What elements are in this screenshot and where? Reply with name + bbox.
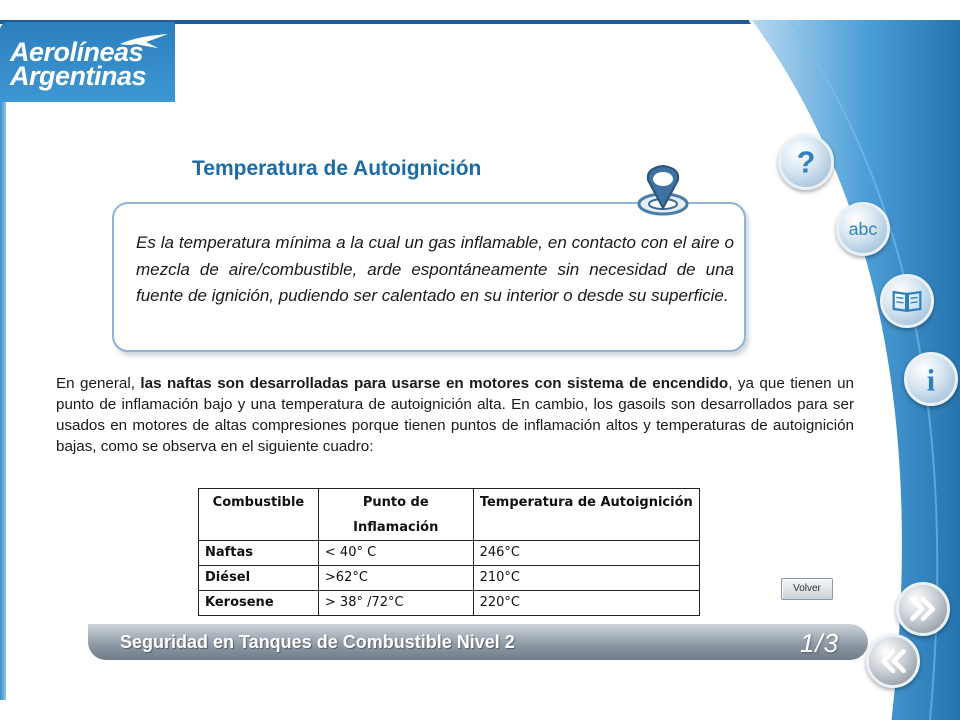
table-row xyxy=(199,541,700,566)
table-cell: 246°C xyxy=(473,541,699,566)
body-paragraph xyxy=(56,373,854,457)
volver-button[interactable]: Volver xyxy=(781,578,833,600)
definition-text: Es la temperatura mínima a la cual un gas inflamable, en contacto con el aire o mezcla de aire/combustible, arde espontáneamente sin necesidad de una fuente de ignición, pudiendo ser calentado en su interior o desde su superficie. xyxy=(136,233,734,305)
paragraph-intro: En general, xyxy=(56,375,141,392)
table-cell: Naftas xyxy=(199,541,319,566)
double-chevron-right-icon xyxy=(899,585,947,633)
table-cell: < 40° C xyxy=(318,541,473,566)
table-header-row xyxy=(199,489,700,541)
page-title: Temperatura de Autoignición xyxy=(192,157,482,180)
table-row xyxy=(199,566,700,591)
table-header: Temperatura de Autoignición xyxy=(473,489,699,541)
fuel-properties-table xyxy=(198,488,700,616)
location-pin-icon xyxy=(630,160,696,222)
table-header: Punto de Inflamación xyxy=(318,489,473,541)
svg-text:i: i xyxy=(926,363,936,398)
table-cell: Kerosene xyxy=(199,591,319,616)
table-header: Combustible xyxy=(199,489,319,541)
reading-button[interactable] xyxy=(880,274,934,328)
page-indicator: 1/3 xyxy=(800,628,840,658)
previous-button[interactable] xyxy=(866,634,920,688)
double-chevron-left-icon xyxy=(869,637,917,685)
brand-logo: Aerolíneas Argentinas xyxy=(10,37,147,91)
info-button[interactable] xyxy=(904,352,958,406)
left-edge-decoration xyxy=(0,100,6,700)
course-title: Seguridad en Tanques de Combustible Nivel 2 xyxy=(120,632,515,652)
abc-icon xyxy=(839,205,887,253)
help-button[interactable] xyxy=(778,134,834,190)
svg-text:?: ? xyxy=(796,146,816,180)
table-cell: 210°C xyxy=(473,566,699,591)
question-mark-icon xyxy=(781,137,831,187)
glossary-button[interactable] xyxy=(836,202,890,256)
table-cell: 220°C xyxy=(473,591,699,616)
paragraph-rest: , ya que tienen un punto de inflamación bajo y una temperatura de autoignición alta. En cambio, los gasoils son desarrollados para ser usados en motores de altas compresiones porque tienen puntos de inflamación altos y temperaturas de autoignición bajas, como se observa en el siguiente cuadro: xyxy=(56,375,854,455)
next-button[interactable] xyxy=(896,582,950,636)
table-cell: Diésel xyxy=(199,566,319,591)
svg-text:abc: abc xyxy=(848,219,878,240)
table-cell: > 38° /72°C xyxy=(318,591,473,616)
paragraph-emphasis: las naftas son desarrolladas para usarse en motores con sistema de encendido xyxy=(140,375,729,392)
book-icon xyxy=(883,277,931,325)
table-row xyxy=(199,591,700,616)
table-cell: >62°C xyxy=(318,566,473,591)
info-icon xyxy=(907,355,955,403)
